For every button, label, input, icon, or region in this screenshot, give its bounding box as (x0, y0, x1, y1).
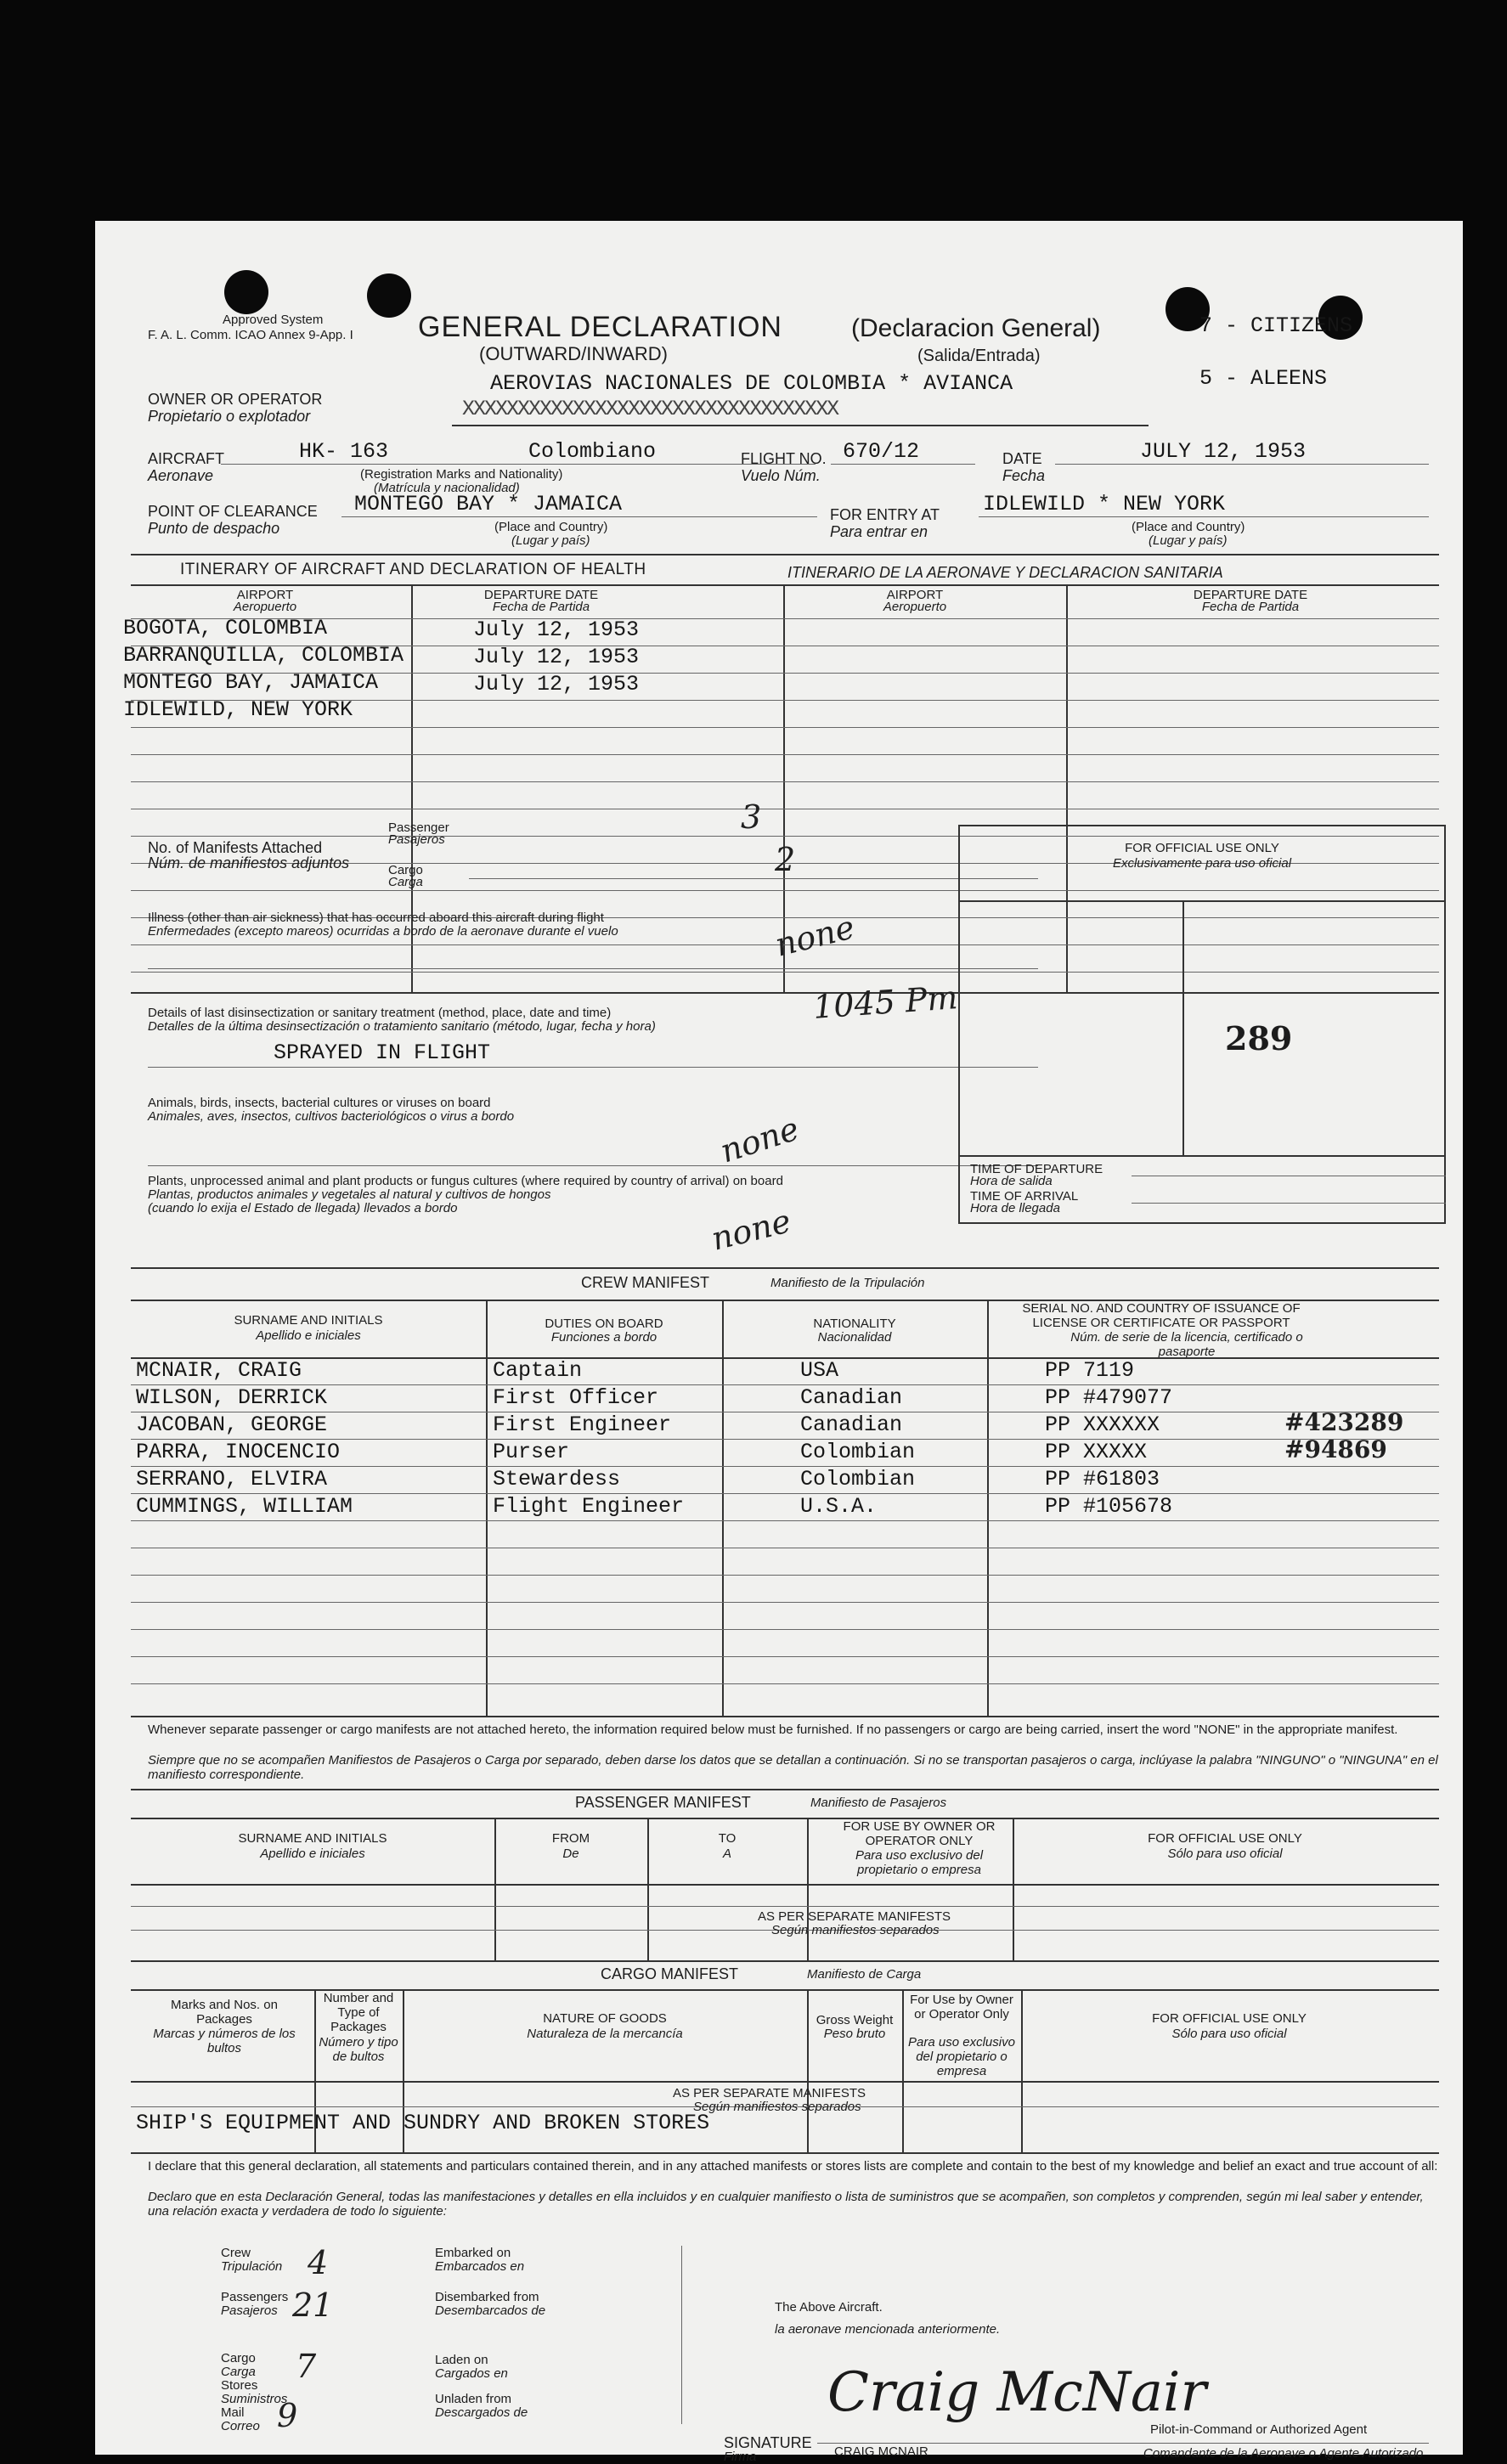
flight-no-label: FLIGHT NO. (741, 450, 827, 467)
passenger-col-from-es: De (562, 1847, 579, 1861)
crew-row-2-name: WILSON, DERRICK (136, 1385, 328, 1410)
nationality-value: Colombiano (528, 439, 657, 464)
unladen-label: Unladen from (435, 2392, 512, 2406)
unladen-label-es: Descargados de (435, 2405, 528, 2420)
cargo-heading-es: Manifiesto de Carga (807, 1967, 922, 1982)
cargo-col-packages: Number and Type of Packages (323, 1991, 394, 2034)
stores-count-label: Stores (221, 2378, 258, 2393)
passenger-col-name: SURNAME AND INITIALS (238, 1831, 387, 1846)
above-aircraft-es: la aeronave mencionada anteriormente. (775, 2322, 1001, 2337)
cargo-goods-value: SHIP'S EQUIPMENT AND SUNDRY AND BROKEN STORES (136, 2111, 710, 2135)
registration-note: (Registration Marks and Nationality) (360, 467, 563, 482)
crew-row-5-name: SERRANO, ELVIRA (136, 1467, 328, 1491)
crew-count-label: Crew (221, 2246, 251, 2260)
stamp-number: 289 (1225, 1019, 1293, 1057)
crew-row-5-nationality: Colombian (800, 1467, 916, 1491)
cargo-count-value: 7 (296, 2348, 317, 2385)
punch-hole-left (224, 270, 268, 314)
cargo-col-official-es: Sólo para uso oficial (1171, 2027, 1287, 2041)
itinerary-row-2-airport: BARRANQUILLA, COLOMBIA (123, 643, 404, 668)
owner-struck: XXXXXXXXXXXXXXXXXXXXXXXXXXXXXXXXXX (462, 397, 838, 421)
clearance-value: MONTEGO BAY * JAMAICA (354, 492, 623, 516)
crew-row-4-nationality: Colombian (800, 1440, 916, 1464)
crew-row-1-name: MCNAIR, CRAIG (136, 1358, 302, 1383)
approval-line2: F. A. L. Comm. ICAO Annex 9-App. I (148, 328, 353, 342)
cargo-separate: AS PER SEPARATE MANIFESTS (673, 2086, 866, 2100)
date-label: DATE (1002, 450, 1042, 467)
itinerary-row-2-date: July 12, 1953 (473, 645, 640, 669)
signature: Craig McNair (827, 2361, 1207, 2424)
disinsect-label: Details of last disinsectization or sanitary treatment (method, place, date and time) (148, 1006, 612, 1020)
plants-label: Plants, unprocessed animal and plant products or fungus cultures (where required by country of arrival) on board (148, 1174, 783, 1188)
itinerary-col-departure: DEPARTURE DATE (483, 588, 599, 602)
form-title: GENERAL DECLARATION (418, 311, 782, 343)
itinerary-col-airport: AIRPORT (236, 588, 294, 602)
cargo-separate-es: Según manifiestos separados (693, 2100, 861, 2114)
plants-label-es-2: (cuando lo exija el Estado de llegada) llevados a bordo (148, 1201, 458, 1215)
crew-count-value: 4 (308, 2244, 329, 2281)
crew-row-6-name: CUMMINGS, WILLIAM (136, 1494, 353, 1519)
signature-label-es: Firma (724, 2450, 757, 2464)
crew-col-name-es: Apellido e iniciales (256, 1328, 361, 1343)
mail-count-label: Mail (221, 2405, 245, 2420)
crew-count-label-es: Tripulación (221, 2259, 283, 2274)
passenger-label: Passenger (388, 820, 449, 835)
registration-note-es: (Matrícula y nacionalidad) (374, 481, 520, 495)
citizens-count: 7 - CITIZENS (1199, 313, 1353, 338)
crew-row-5-serial: PP #61803 (1045, 1467, 1160, 1491)
passenger-col-to: TO (718, 1831, 737, 1846)
itinerary-col-departure-2: DEPARTURE DATE (1193, 588, 1308, 602)
pilot-label: Pilot-in-Command or Authorized Agent (1150, 2422, 1368, 2437)
aliens-count: 5 - ALEENS (1199, 366, 1328, 391)
passenger-col-from: FROM (551, 1831, 590, 1846)
form-subtitle-es: (Salida/Entrada) (917, 347, 1041, 365)
passenger-col-owner-es: Para uso exclusivo del propietario o empresa (855, 1848, 984, 1877)
entry-place-note: (Place and Country) (1132, 520, 1245, 534)
clearance-label: POINT OF CLEARANCE (148, 503, 318, 520)
cargo-col-owner: For Use by Owner or Operator Only (910, 1993, 1013, 2021)
itinerary-heading-es: ITINERARIO DE LA AERONAVE Y DECLARACION SANITARIA (787, 564, 1223, 581)
crew-row-2-duty: First Officer (493, 1385, 659, 1410)
arrival-time-label-es: Hora de llegada (970, 1201, 1060, 1215)
notice-es: Siempre que no se acompañen Manifiestos de Pasajeros o Carga por separado, deben darse los datos que se detallan a continuación. Si no se transportan pasajeros o carga, inclúyase la palabra "NINGUNO" o "NINGUNA" en el manifiesto correspondiente. (148, 1753, 1438, 1782)
stores-count-label-es: Suministros (221, 2392, 288, 2406)
signature-printed: CRAIG MCNAIR (834, 2444, 928, 2459)
disinsect-value: SPRAYED IN FLIGHT (274, 1040, 491, 1065)
clearance-place-note-es: (Lugar y país) (511, 533, 590, 548)
pilot-label-es: Comandante de la Aeronave o Agente Autorizado (1143, 2446, 1424, 2461)
itinerary-row-1-date: July 12, 1953 (473, 617, 640, 642)
crew-row-3-serial: PP XXXXXX (1045, 1412, 1160, 1437)
passenger-col-to-es: A (722, 1847, 731, 1861)
cargo-col-weight: Gross Weight (816, 2013, 894, 2027)
aircraft-label-es: Aeronave (148, 467, 214, 484)
crew-row-5-duty: Stewardess (493, 1467, 621, 1491)
illness-label-es: Enfermedades (excepto mareos) ocurridas a bordo de la aeronave durante el vuelo (148, 924, 618, 939)
passenger-col-official: FOR OFFICIAL USE ONLY (1148, 1831, 1302, 1846)
arrival-time-label: TIME OF ARRIVAL (970, 1189, 1079, 1204)
mail-count-label-es: Correo (221, 2419, 260, 2433)
plants-value: none (708, 1202, 795, 1258)
crew-heading: CREW MANIFEST (581, 1274, 709, 1291)
cargo-col-goods: NATURE OF GOODS (543, 2011, 667, 2026)
laden-label-es: Cargados en (435, 2366, 508, 2381)
passenger-col-official-es: Sólo para uso oficial (1167, 1847, 1283, 1861)
itinerary-row-3-airport: MONTEGO BAY, JAMAICA (123, 670, 379, 695)
itinerary-heading: ITINERARY OF AIRCRAFT AND DECLARATION OF HEALTH (180, 561, 646, 578)
itinerary-col-departure-2-es: Fecha de Partida (1201, 600, 1300, 614)
laden-label: Laden on (435, 2353, 488, 2367)
form-title-es: (Declaracion General) (851, 314, 1101, 342)
cargo-col-owner-es: Para uso exclusivo del propietario o empresa (908, 2035, 1015, 2078)
signature-label: SIGNATURE (724, 2434, 812, 2451)
itinerary-col-departure-es: Fecha de Partida (492, 600, 590, 614)
passengers-count-value: 21 (292, 2286, 334, 2324)
crew-col-nationality: NATIONALITY (813, 1317, 896, 1331)
disinsect-label-es: Detalles de la última desinsectización o tratamiento sanitario (método, lugar, fecha y hora) (148, 1019, 656, 1034)
passenger-heading-es: Manifiesto de Pasajeros (810, 1796, 947, 1810)
departure-time-label: TIME OF DEPARTURE (970, 1162, 1103, 1176)
entry-value: IDLEWILD * NEW YORK (983, 492, 1226, 516)
embarked-label: Embarked on (435, 2246, 511, 2260)
cargo-col-packages-es: Número y tipo de bultos (319, 2035, 398, 2064)
crew-col-serial-es: Núm. de serie de la licencia, certificado o pasaporte (1070, 1330, 1303, 1359)
crew-row-1-serial: PP 7119 (1045, 1358, 1135, 1383)
cargo-count-label-es: Carga (221, 2365, 256, 2379)
crew-row-3-nationality: Canadian (800, 1412, 903, 1437)
itinerary-col-airport-2-es: Aeropuerto (883, 600, 947, 614)
passengers-count-label: Passengers (221, 2290, 289, 2304)
flight-no-value: 670/12 (843, 439, 920, 464)
crew-row-3-extra: #423289 (1284, 1408, 1404, 1436)
cargo-col-marks-es: Marcas y números de los bultos (153, 2027, 296, 2055)
declaration-form (95, 221, 1463, 2464)
passengers-count-label-es: Pasajeros (221, 2303, 278, 2318)
crew-heading-es: Manifiesto de la Tripulación (770, 1276, 925, 1290)
cargo-label-es: Carga (388, 875, 423, 889)
notice-en: Whenever separate passenger or cargo manifests are not attached hereto, the information required below must be furnished. If no passengers or cargo are being carried, insert the word "NONE" in the appropriate manifest. (148, 1723, 1398, 1737)
itinerary-row-4-airport: IDLEWILD, NEW YORK (123, 697, 353, 722)
manifests-label-es: Núm. de manifiestos adjuntos (148, 854, 350, 871)
itinerary-row-1-airport: BOGOTA, COLOMBIA (123, 616, 328, 640)
entry-label: FOR ENTRY AT (830, 506, 940, 523)
date-label-es: Fecha (1002, 467, 1046, 484)
crew-col-nationality-es: Nacionalidad (817, 1330, 892, 1345)
passenger-label-es: Pasajeros (388, 832, 445, 847)
crew-col-duties: DUTIES ON BOARD (545, 1317, 663, 1331)
cargo-count-label: Cargo (221, 2351, 256, 2365)
illness-value: none (771, 908, 859, 964)
cargo-label: Cargo (388, 863, 423, 877)
crew-row-4-name: PARRA, INOCENCIO (136, 1440, 341, 1464)
plants-label-es: Plantas, productos animales y vegetales al natural y cultivos de hongos (148, 1187, 551, 1202)
crew-row-3-duty: First Engineer (493, 1412, 672, 1437)
cargo-col-official: FOR OFFICIAL USE ONLY (1152, 2011, 1307, 2026)
crew-row-6-nationality: U.S.A. (800, 1494, 878, 1519)
passenger-manifest-count: 3 (741, 798, 762, 836)
crew-col-duties-es: Funciones a bordo (550, 1330, 658, 1345)
crew-row-1-duty: Captain (493, 1358, 583, 1383)
declaration-text-en: I declare that this general declaration, all statements and particulars contained therein, and in any attached manifests or stores lists are complete and contain to the best of my knowledge and belief an exact and true account of all: (148, 2159, 1438, 2174)
passenger-separate-es: Según manifiestos separados (771, 1923, 940, 1937)
crew-row-4-extra: #94869 (1284, 1435, 1387, 1463)
aircraft-label: AIRCRAFT (148, 450, 224, 467)
cargo-manifest-count: 2 (775, 841, 796, 878)
departure-time-label-es: Hora de salida (970, 1174, 1053, 1188)
crew-row-4-serial: PP XXXXX (1045, 1440, 1148, 1464)
itinerary-col-airport-es: Aeropuerto (233, 600, 297, 614)
above-aircraft: The Above Aircraft. (775, 2300, 883, 2315)
official-use-label-es: Exclusivamente para uso oficial (1112, 856, 1292, 871)
passenger-heading: PASSENGER MANIFEST (575, 1794, 751, 1811)
cargo-col-marks: Marks and Nos. on Packages (171, 1998, 278, 2027)
entry-label-es: Para entrar en (830, 523, 928, 540)
cargo-heading: CARGO MANIFEST (601, 1965, 739, 1982)
aircraft-value: HK- 163 (299, 439, 389, 464)
flight-no-label-es: Vuelo Núm. (741, 467, 821, 484)
crew-col-name: SURNAME AND INITIALS (234, 1313, 383, 1328)
embarked-label-es: Embarcados en (435, 2259, 525, 2274)
crew-row-3-name: JACOBAN, GEORGE (136, 1412, 328, 1437)
date-value: JULY 12, 1953 (1140, 439, 1307, 464)
animals-label-es: Animales, aves, insectos, cultivos bacteriológicos o virus a bordo (148, 1109, 515, 1124)
passenger-separate: AS PER SEPARATE MANIFESTS (758, 1909, 951, 1924)
illness-label: Illness (other than air sickness) that has occurred aboard this aircraft during flight (148, 911, 604, 925)
itinerary-row-3-date: July 12, 1953 (473, 672, 640, 696)
official-use-label: FOR OFFICIAL USE ONLY (1125, 841, 1279, 855)
manifests-label: No. of Manifests Attached (148, 839, 323, 856)
crew-row-2-nationality: Canadian (800, 1385, 903, 1410)
animals-value: none (715, 1109, 804, 1170)
declaration-text-es: Declaro que en esta Declaración General, todas las manifestaciones y detalles en ella incluidos y en cualquier manifiesto o lista de suministros que se acompañen, son completos y comprenden, según mi leal saber y entender, una relación exacta y verdadera de todo lo siguiente: (148, 2190, 1424, 2219)
cargo-col-goods-es: Naturaleza de la mercancía (527, 2027, 683, 2041)
crew-col-serial: SERIAL NO. AND COUNTRY OF ISSUANCE OF LICENSE OR CERTIFICATE OR PASSPORT (1022, 1301, 1301, 1330)
disembarked-label-es: Desembarcados de (435, 2303, 546, 2318)
disinsect-time: 1045 Pm (811, 978, 959, 1026)
owner-label: OWNER OR OPERATOR (148, 391, 323, 408)
crew-row-2-serial: PP #479077 (1045, 1385, 1173, 1410)
approval-line1: Approved System (223, 313, 324, 327)
crew-row-4-duty: Purser (493, 1440, 570, 1464)
crew-row-1-nationality: USA (800, 1358, 839, 1383)
cargo-col-weight-es: Peso bruto (823, 2027, 886, 2041)
entry-place-note-es: (Lugar y país) (1149, 533, 1228, 548)
mail-count-value: 9 (277, 2397, 298, 2434)
owner-value: AEROVIAS NACIONALES DE COLOMBIA * AVIANCA (490, 371, 1013, 396)
form-subtitle: (OUTWARD/INWARD) (479, 343, 668, 364)
crew-row-6-serial: PP #105678 (1045, 1494, 1173, 1519)
itinerary-col-airport-2: AIRPORT (886, 588, 944, 602)
crew-row-6-duty: Flight Engineer (493, 1494, 685, 1519)
clearance-label-es: Punto de despacho (148, 520, 280, 537)
animals-label: Animals, birds, insects, bacterial cultures or viruses on board (148, 1096, 491, 1110)
owner-label-es: Propietario o explotador (148, 408, 311, 425)
passenger-col-owner: FOR USE BY OWNER OR OPERATOR ONLY (843, 1819, 996, 1848)
disembarked-label: Disembarked from (435, 2290, 539, 2304)
clearance-place-note: (Place and Country) (494, 520, 608, 534)
punch-hole-center (367, 273, 411, 318)
passenger-col-name-es: Apellido e iniciales (260, 1847, 365, 1861)
